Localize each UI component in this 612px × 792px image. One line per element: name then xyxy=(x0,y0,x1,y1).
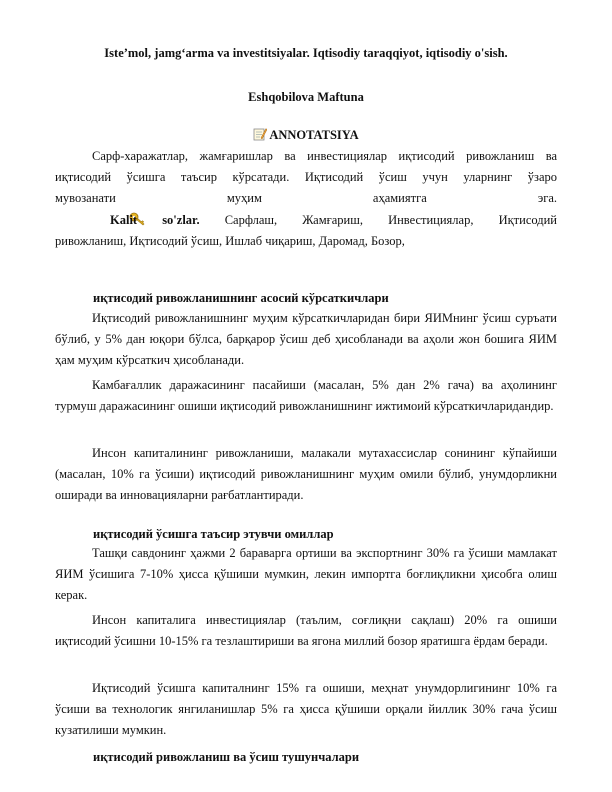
document-title: Iste’mol, jamg‘arma va investitsiyalar. Iqtisodiy taraqqiyot, iqtisodiy o'sish. xyxy=(104,46,508,60)
memo-icon xyxy=(253,127,267,141)
key-icon xyxy=(92,212,108,226)
section-paragraph: Инсон капиталининг ривожланиши, малакали мутахассислар сонининг кўпайиши (масалан, 10% га ўсиши) иқтисодий ривожланишнинг муҳим омили бўлиб, унумдорликни оширади ва инновацияларни рағбатлантиради. xyxy=(55,446,557,502)
annotation-line: Сарф-харажатлар, жамғаришлар ва инвестициялар иқтисодий ривожланиш ва xyxy=(92,149,557,163)
annotation-heading xyxy=(55,125,557,146)
section-heading: иқтисодий ўсишга таъсир этувчи омиллар xyxy=(93,527,334,541)
section-heading: иқтисодий ривожланиш ва ўсиш тушунчалари xyxy=(93,750,360,764)
document-author: Eshqobilova Maftuna xyxy=(248,90,364,104)
section-paragraph: Ташқи савдонинг ҳажми 2 бараварга ортиши ва экспортнинг 30% га ўсиши мамлакат ЯИМ ўсишига 7-10% ҳисса қўшиши мумкин, лекин импортга боғлиқликни ҳисобга олиш керак. xyxy=(55,546,557,602)
annotation-paragraph xyxy=(55,146,557,209)
annotation-heading-text: ANNOTATSIYA xyxy=(269,128,359,142)
section-paragraph: Иқтисодий ўсишга капиталнинг 15% га ошиши, меҳнат унумдорлигининг 10% га ўсиши ва технологик янгиланишлар 5% га ҳисса қўшиши орқали йиллик 30% гача ўсиш кузатилиши мумкин. xyxy=(55,681,557,737)
section-paragraph: Камбағаллик даражасининг пасайиши (масалан, 5% дан 2% гача) ва аҳолининг турмуш даражасининг ошиши иқтисодий ривожланишнинг ижтимоий кўрсаткичларидандир. xyxy=(55,378,557,413)
annotation-line: мувозанати муҳим аҳамиятга эга. xyxy=(55,191,557,205)
keywords-line xyxy=(55,210,557,231)
section-paragraph: Инсон капиталига инвестициялар (таълим, соғлиқни сақлаш) 20% га ошиши иқтисодий ўсишни 10-15% га тезлаштириши ва ягона миллий бозор яратишга ёрдам беради. xyxy=(55,613,557,648)
section-paragraph: Иқтисодий ривожланишнинг муҳим кўрсаткичларидан бири ЯИМнинг ўсиш суръати бўлиб, у 5% дан юқори бўлса, барқарор ўсиш деб ҳисобланади ва аҳоли жон бошига ЯИМ ҳам муҳим кўрсаткич ҳисобланади. xyxy=(55,311,557,367)
keywords-list: Сарфлаш, Жамғариш, Инвестициялар, Иқтисодий xyxy=(224,213,558,227)
keywords-line: ривожланиш, Иқтисодий ўсиш, Ишлаб чиқариш, Даромад, Бозор, xyxy=(55,234,405,248)
section-heading: иқтисодий ривожланишнинг асосий кўрсаткичлари xyxy=(93,291,389,305)
keywords-paragraph xyxy=(55,210,557,252)
annotation-line: иқтисодий ўсишга таъсир кўрсатади. Иқтисодий ўсиш учун уларнинг ўзаро xyxy=(55,170,557,184)
keywords-label: Kalit so'zlar. xyxy=(110,213,200,227)
